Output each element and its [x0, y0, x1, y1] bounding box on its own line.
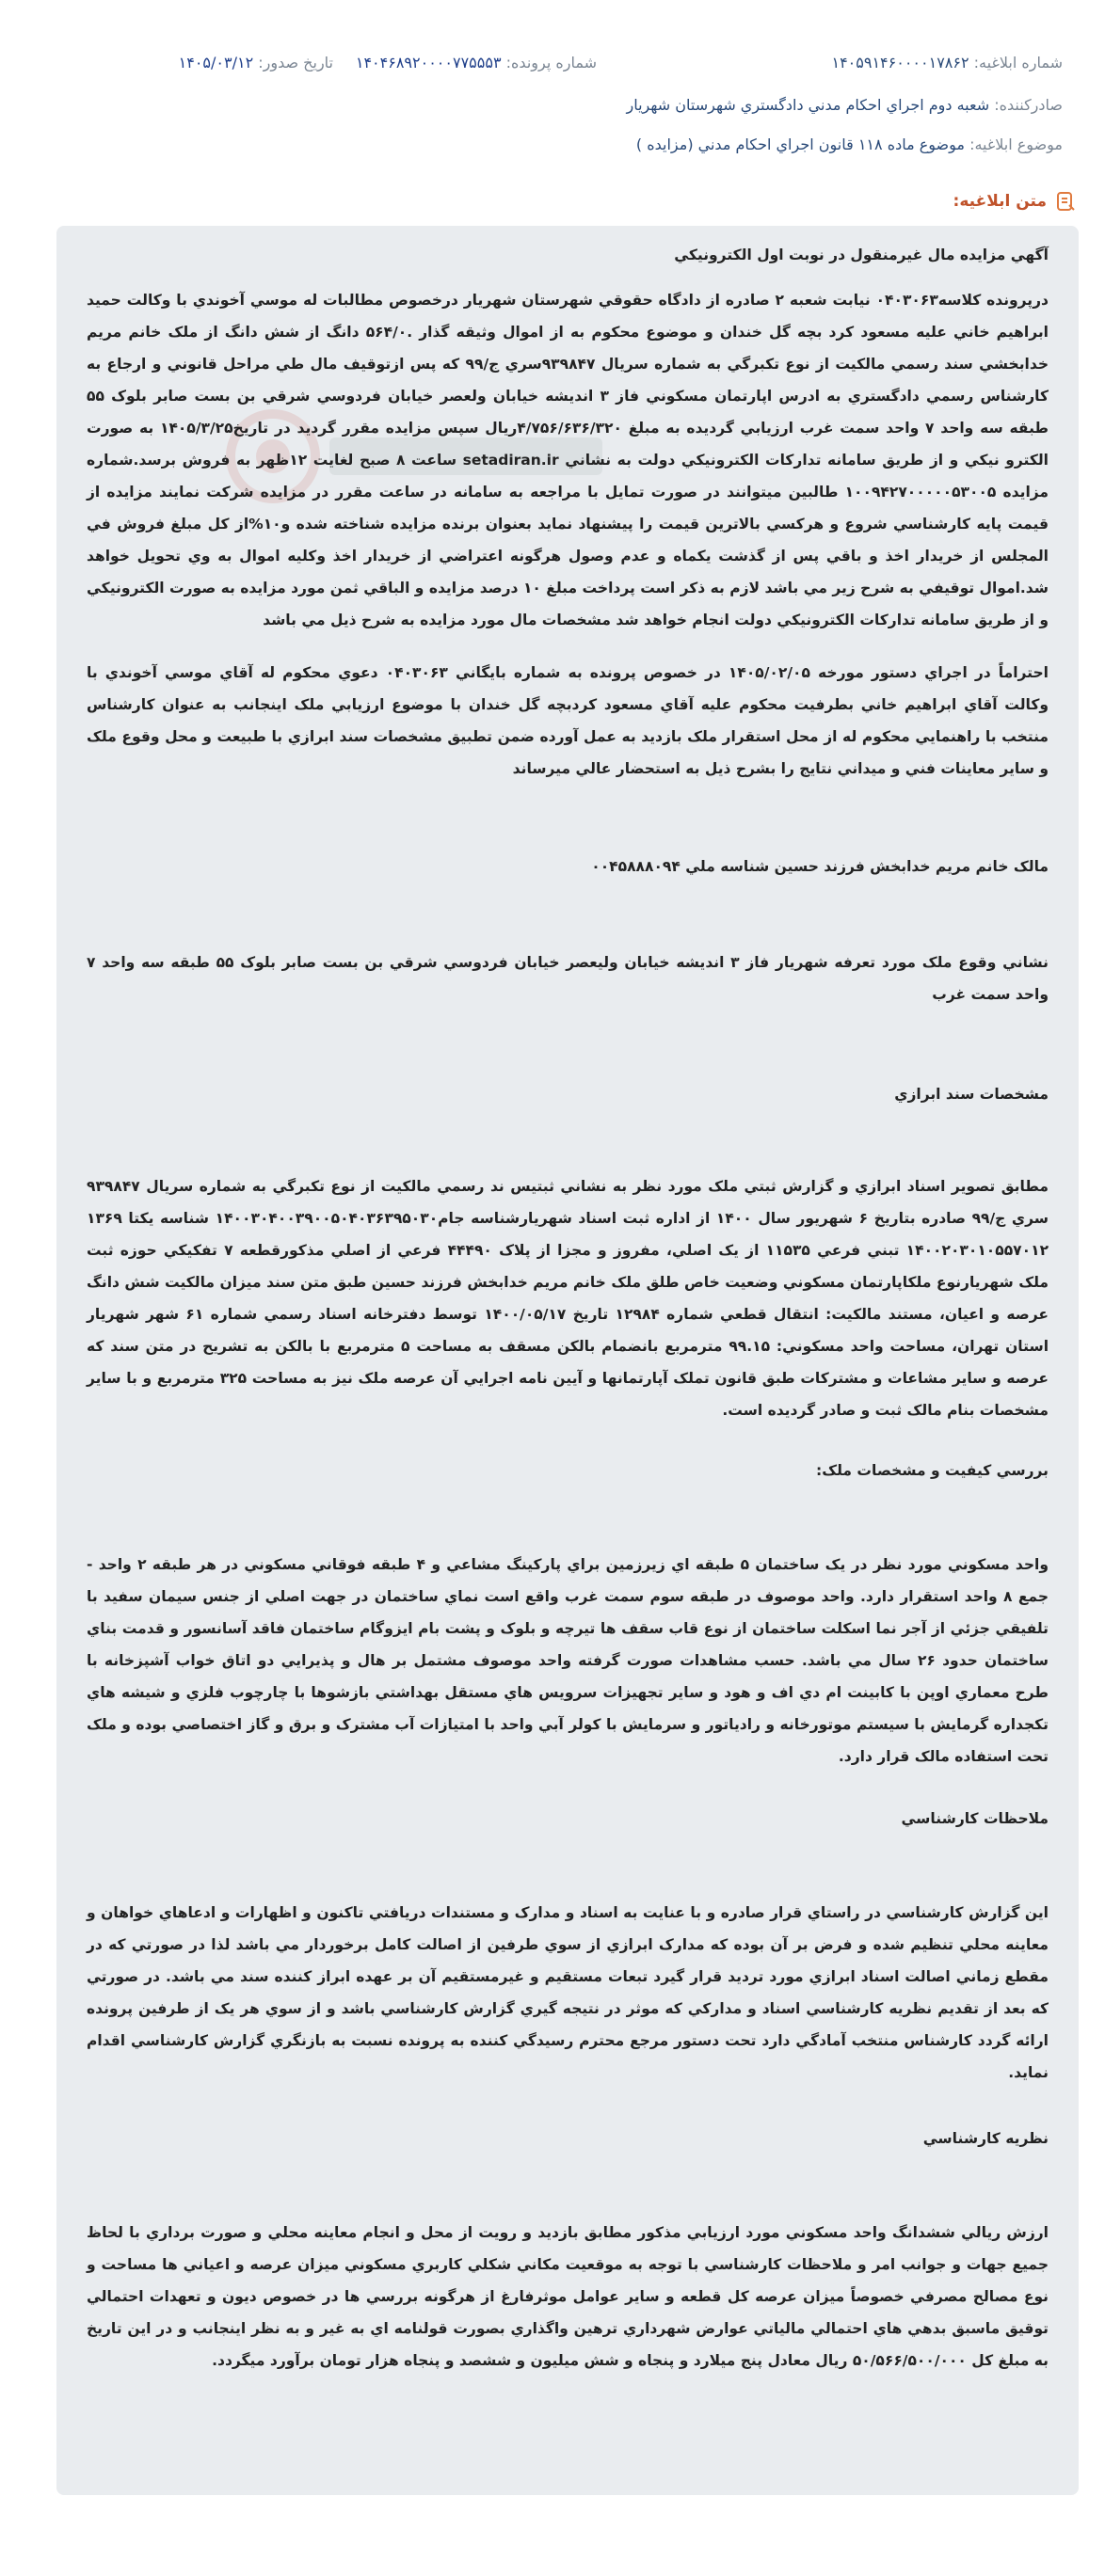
notice-number-value: ۱۴۰۵۹۱۴۶۰۰۰۰۱۷۸۶۲ — [831, 54, 969, 72]
heading-expert-opinion: نظريه کارشناسي — [922, 2130, 1049, 2147]
case-number-field — [356, 49, 597, 77]
heading-deed-specs: مشخصات سند ابرازي — [894, 1086, 1049, 1103]
auction-paragraph: درپرونده کلاسه۰۴۰۳۰۶۳ نيابت شعبه ۲ صادره از دادگاه حقوقي شهرستان شهريار درخصوص مطالبات له موسي آخوندي با وکالت حميد ابراهيم خاني عليه مسعود کرد بچه گل خندان و موضوع محکوم به از اموال وثيقه گذار .۵۶۴/۰ دانگ از شش دانگ از ملک خانم مريم خدابخشي سند رسمي مالکيت از نوع تکبرگي به شماره سريال ۹۳۹۸۴۷سري ج/۹۹ که پس ازتوقيف مال طي مراحل قانوني و ارجاع به کارشناس رسمي دادگستري به ادرس اپارتمان مسکوني فاز ۳ انديشه خيابان ولعصر خيابان فردوسي شرقي بن بست صابر بلوک ۵۵ طبقه سه واحد ۷ واحد سمت غرب ارزيابي گرديده به مبلغ ۴/۷۵۶/۶۳۶/۳۲۰ريال سپس مزايده مقرر گرديد در تاريخ۱۴۰۵/۳/۲۵ به صورت الکترو نيکي و از طريق سامانه تدارکات الکترونيکي دولت به نشاني setadiran.ir ساعت ۸ صبح لغايت ۱۲ظهر به فروش برسد.شماره مزايده ۱۰۰۹۴۲۷۰۰۰۰۰۵۳۰۰۵ طالبين ميتوانند در صورت تمايل با مراجعه به سامانه در ساعت مقرر در مزايده شرکت نمايند مزايده از قيمت پايه کارشناسي شروع و هرکسي بالاترين قيمت را پيشنهاد نمايد بعنوان برنده مزايده شناخته شده و۱۰%از کل مبلغ فروش في المجلس از خريدار اخذ و باقي پس از گذشت يکماه و عدم وصول هرگونه اعتراضي از خريدار اخذ وکليه اموال به وي تحويل خواهد شد.اموال توقيفي به شرح زير مي باشد لازم به ذکر است پرداخت مبلغ ۱۰ درصد مزايده و الباقي ثمن مورد مزايده به صورت الکترونيکي و از طريق سامانه تدارکات الکترونيکي دولت انجام خواهد شد مشخصات مال مورد مزايده به شرح ذيل مي باشد — [87, 292, 1049, 628]
heading-property-quality: بررسي کيفيت و مشخصات ملک: — [816, 1462, 1049, 1479]
notice-body-panel — [56, 226, 1079, 2495]
meta-row-numbers — [42, 49, 1063, 77]
notice-number-field — [831, 49, 1063, 77]
notice-header — [0, 0, 1105, 153]
expert-notes-paragraph: اين گزارش کارشناسي در راستاي قرار صادره و با عنايت به اسناد و مدارک و مستندات دريافتي تاکنون و اظهارات و ادعاهاي خواهان و معاينه محلي تنظيم شده و فرض بر آن بوده که مدارک ابرازي از سوي طرفين از اصالت کامل برخوردار مي باشد لذا در صورتي که در مقطع زماني اصالت اسناد ابرازي مورد ترديد قرار گيرد تبعات مستقيم و غيرمستقيم آن بر عهده ابراز کننده سند مي باشد. در صورتي که بعد از تقديم نظريه کارشناسي اسناد و مدارکي که موثر در نتيجه گيري گزارش کارشناسي باشد و از سوي هر يک از طرفين پرونده ارائه گردد کارشناس منتخب آمادگي دارد تحت دستور مرجع محترم رسيدگي کننده به پرونده نسبت به بازنگري گزارش کارشناسي اقدام نمايد. — [87, 1904, 1049, 2081]
notice-number-label: شماره ابلاغيه: — [973, 54, 1063, 72]
deed-paragraph: مطابق تصوير اسناد ابرازي و گزارش ثبتي ملک مورد نظر به نشاني ثبتيس ند رسمي مالکيت از نوع تکبرگي به شماره سريال ۹۳۹۸۴۷ سري ج/۹۹ صادره بتاريخ ۶ شهريور سال ۱۴۰۰ از اداره ثبت اسناد شهريارشناسه جام۱۴۰۰۳۰۴۰۰۳۹۰۰۵۰۴۰۳۶۳۹۵۰۳۰ شناسه يکتا ۱۳۶۹ ۱۴۰۰۲۰۳۰۱۰۵۵۷۰۱۲ تبني فرعي ۱۱۵۳۵ از يک اصلي، مفروز و مجزا از پلاک ۴۴۴۹۰ فرعي از اصلي مذکورقطعه ۷ تفکيکي حوزه ثبت ملک شهريارنوع ملکاپارتمان مسکوني وضعيت خاص طلق ملک خانم مريم خدابخش فرزند حسين طبق متن سند ميزان مالکيت شش دانگ عرصه و اعيان، مستند مالکيت: انتقال قطعي شماره ۱۲۹۸۴ تاريخ ۱۴۰۰/۰۵/۱۷ توسط دفترخانه اسناد رسمي شماره ۶۱ شهر شهريار استان تهران، مساحت واحد مسکوني: ۹۹.۱۵ مترمربع بانضمام بالکن مسقف به مساحت ۵ مترمربع با بالکن به تشريح در متن سند که عرصه و ساير مشاعات و مشترکات طبق قانون تملک آپارتمانها و آيين نامه اجرايي آن عرصه ملک نيز به مساحت ۳۲۵ مترمربع و با ساير مشخصات بنام مالک ثبت و صادر گرديده است. — [87, 1178, 1049, 1419]
subject-label: موضوع ابلاغيه: — [969, 135, 1063, 153]
meta-row-subject — [42, 131, 1063, 159]
notice-text-heading — [953, 185, 1077, 217]
notice-text-label: متن ابلاغيه: — [953, 192, 1047, 211]
heading-expert-notes: ملاحظات کارشناسي — [901, 1810, 1049, 1827]
order-paragraph: احتراماً در اجراي دستور مورخه ۱۴۰۵/۰۲/۰۵ در خصوص پرونده به شماره بايگاني ۰۴۰۳۰۶۳ دعوي محکوم له آقاي موسي آخوندي با وکالت آقاي ابراهيم خاني بطرفيت محکوم عليه آقاي مسعود کردبچه گل خندان با موضوع ارزيابي ملک اينجانب به عنوان کارشناس منتخب با راهنمايي محکوم له از محل استقرار ملک بازديد به عمل آورده ضمن تطبيق مشخصات سند ابرازي با طبيعت و محل وقوع ملک و ساير معاينات فني و ميداني نتايج را بشرح ذيل به استحضار عالي ميرساند — [87, 664, 1049, 777]
property-address: نشاني وقوع ملک مورد تعرفه شهريار فاز ۳ انديشه خيابان وليعصر خيابان فردوسي شرقي بن بست صابر بلوک ۵۵ طبقه سه واحد ۷ واحد سمت غرب — [87, 954, 1049, 1003]
property-quality-paragraph: واحد مسکوني مورد نظر در يک ساختمان ۵ طبقه اي زيرزمين براي پارکينگ مشاعي و ۴ طبقه فوقاني مسکوني در هر طبقه ۲ واحد - جمع ۸ واحد استقرار دارد. واحد موصوف در طبقه سوم سمت غرب واقع است نماي ساختمان در جهت اصلي از جنس سيمان سفيد با تلفيقي جزئي از آجر نما اسکلت ساختمان از نوع قاب سقف ها تيرچه و بلوک و پشت بام ايزوگام ساختمان فاقد آسانسور و قدمت بناي ساختمان حدود ۲۶ سال مي باشد. حسب مشاهدات صورت گرفته واحد موصوف مشتمل بر هال و پذيرايي دو اتاق خواب آشپزخانه با طرح معماري اوپن با کابينت ام دي اف و هود و ساير تجهيزات سرويس هاي مستقل بهداشتي بازشوها با چارچوب فلزي و شيشه هاي تکجداره گرمايش با سيستم موتورخانه و رادياتور و سرمايش با کولر آبي واحد با امتيازات آب مشترک و برق و گاز اختصاصي بوده و ملک تحت استفاده مالک قرار دارد. — [87, 1556, 1049, 1765]
expert-opinion-paragraph: ارزش ريالي ششدانگ واحد مسکوني مورد ارزيابي مذکور مطابق بازديد و رويت از محل و انجام معاينه محلي و صورت برداري با لحاظ جميع جهات و جوانب امر و ملاحظات کارشناسي با توجه به موقعيت مکاني شکلي کاربري مسکوني ميزان عرصه و اعياني ها مساحت و نوع مصالح مصرفي خصوصاً ميزان عرصه کل قطعه و ساير عوامل موثرفارغ از هرگونه بررسي ها در خصوص ديون و تعهدات احتمالي توقيق ماسبق بدهي هاي احتمالي مالياتي عوارض شهرداري ترهين واگذاري بصورت قولنامه اي به غير و به نظر اينجانب و در اين تاريخ به مبلغ کل ۵۰/۵۶۶/۵۰۰/۰۰۰ ريال معادل پنج ميلارد و پنجاه و شش ميليون و ششصد و پنجاه هزار تومان برآورد ميگردد. — [87, 2224, 1049, 2369]
subject-value: موضوع ماده ۱۱۸ قانون اجراي احکام مدني (مزايده ) — [635, 135, 965, 153]
issue-date-field — [179, 49, 333, 77]
issue-date-label: تاريخ صدور: — [258, 54, 333, 72]
issue-date-value: ۱۴۰۵/۰۳/۱۲ — [178, 54, 254, 72]
document-icon — [1054, 190, 1077, 213]
owner-line: مالک خانم مريم خدابخش فرزند حسين شناسه ملي ۰۰۴۵۸۸۸۰۹۴ — [591, 858, 1049, 875]
issuer-value: شعبه دوم اجراي احکام مدني دادگستري شهرستان شهريار — [626, 96, 990, 114]
issuer-label: صادرکننده: — [994, 96, 1063, 114]
case-number-label: شماره پرونده: — [505, 54, 597, 72]
meta-row-issuer — [42, 91, 1063, 119]
case-number-value: ۱۴۰۴۶۸۹۲۰۰۰۰۷۷۵۵۵۳ — [355, 54, 502, 72]
announcement-title: آگهي مزايده مال غيرمنقول در نوبت اول الکترونيکي — [674, 246, 1049, 263]
